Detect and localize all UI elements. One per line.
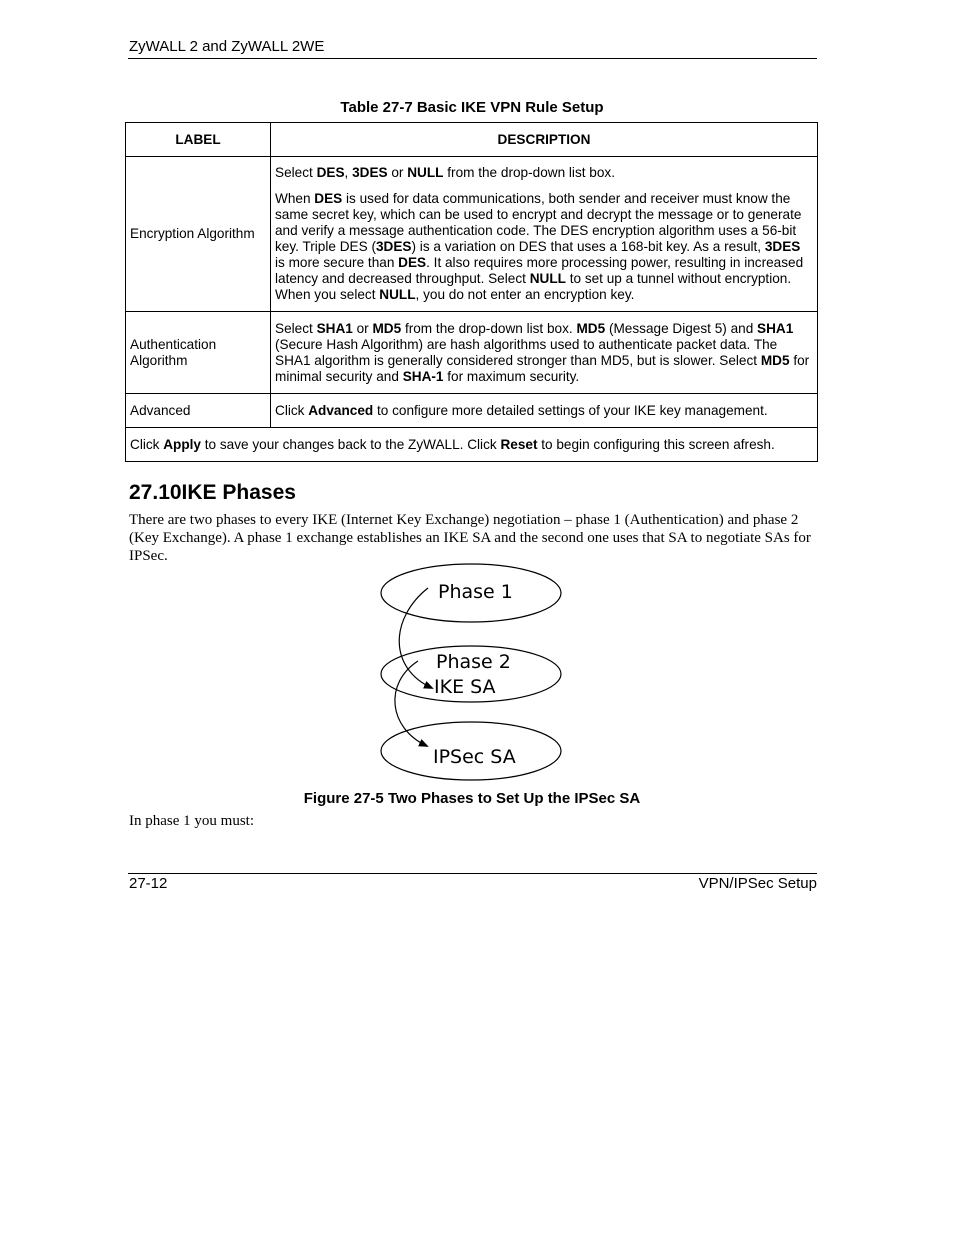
chapter-title: VPN/IPSec Setup — [698, 875, 817, 892]
phase2-label: Phase 2 — [436, 651, 511, 673]
description-paragraph: Click Advanced to configure more detailed settings of your IKE key management. — [275, 402, 768, 418]
bold-term: NULL — [529, 271, 566, 286]
description-paragraph: When DES is used for data communications, both sender and receiver must know the same secret key, which can be used to encrypt and decrypt the message or to generate and verify a message authentication code. The DES encryption algorithm uses a 56-bit key. Triple DES (3DES) is a variation on DES that uses a 168-bit key. As a result, 3DES is more secure than DES. It also requires more processing power, resulting in increased latency and decreased throughput. Select NULL to set up a tunnel without encryption. When you select NULL, you do not enter an encryption key. — [275, 191, 804, 302]
bold-term: MD5 — [372, 320, 402, 336]
bold-term: Advanced — [308, 402, 374, 418]
table-row — [126, 394, 818, 428]
ike-phases-diagram — [370, 558, 570, 784]
table-footer-note — [126, 428, 818, 462]
table-row — [126, 157, 818, 312]
bold-term: 3DES — [352, 165, 388, 180]
footer-note-text: Click Apply to save your changes back to the ZyWALL. Click Reset to begin configuring this screen afresh. — [130, 436, 775, 452]
bold-term: SHA1 — [757, 320, 794, 336]
running-header: ZyWALL 2 and ZyWALL 2WE — [129, 38, 325, 55]
bold-term: Apply — [163, 436, 201, 452]
ipsec-sa-label: IPSec SA — [433, 746, 516, 768]
row-label: Authentication Algorithm — [126, 312, 271, 394]
ike-sa-label: IKE SA — [434, 676, 496, 698]
bold-term: NULL — [407, 165, 444, 180]
bold-term: Reset — [500, 436, 538, 452]
section-heading: 27.10IKE Phases — [129, 481, 296, 504]
row-description — [271, 312, 818, 394]
row-description — [271, 157, 818, 312]
description-paragraph: Select SHA1 or MD5 from the drop-down list box. MD5 (Message Digest 5) and SHA1 (Secure Hash Algorithm) are hash algorithms used to authenticate packet data. The SHA1 algorithm is generally considered stronger than MD5, but is slower. Select MD5 for minimal security and SHA-1 for maximum security. — [275, 320, 810, 384]
column-header-label: LABEL — [126, 123, 271, 157]
body-text: In phase 1 you must: — [129, 813, 254, 829]
table-caption: Table 27-7 Basic IKE VPN Rule Setup — [340, 99, 604, 116]
description-paragraph: Select DES, 3DES or NULL from the drop-down list box. — [275, 165, 615, 180]
row-label: Advanced — [126, 394, 271, 428]
bold-term: DES — [316, 165, 345, 180]
ike-rule-table — [125, 122, 818, 462]
bold-term: 3DES — [375, 239, 412, 254]
header-rule — [128, 58, 817, 59]
figure-caption: Figure 27-5 Two Phases to Set Up the IPSec SA — [303, 790, 641, 807]
section-body: There are two phases to every IKE (Internet Key Exchange) negotiation – phase 1 (Authentication) and phase 2 (Key Exchange). A phase 1 exchange establishes an IKE SA and the second one uses that SA to negotiate SAs for IPSec. — [129, 512, 811, 564]
table-row — [126, 312, 818, 394]
phase1-label: Phase 1 — [438, 581, 513, 603]
bold-term: DES — [314, 191, 343, 206]
bold-term: MD5 — [576, 320, 606, 336]
bold-term: SHA-1 — [402, 368, 444, 384]
column-header-description: DESCRIPTION — [271, 123, 818, 157]
table-footer-row — [126, 428, 818, 462]
row-description — [271, 394, 818, 428]
row-label: Encryption Algorithm — [126, 157, 271, 312]
table-header-row — [126, 123, 818, 157]
page-number: 27-12 — [129, 875, 168, 892]
bold-term: MD5 — [760, 352, 790, 368]
bold-term: SHA1 — [316, 320, 353, 336]
bold-term: 3DES — [764, 239, 801, 254]
bold-term: NULL — [379, 287, 416, 302]
bold-term: DES — [398, 255, 427, 270]
footer-rule — [128, 873, 817, 874]
